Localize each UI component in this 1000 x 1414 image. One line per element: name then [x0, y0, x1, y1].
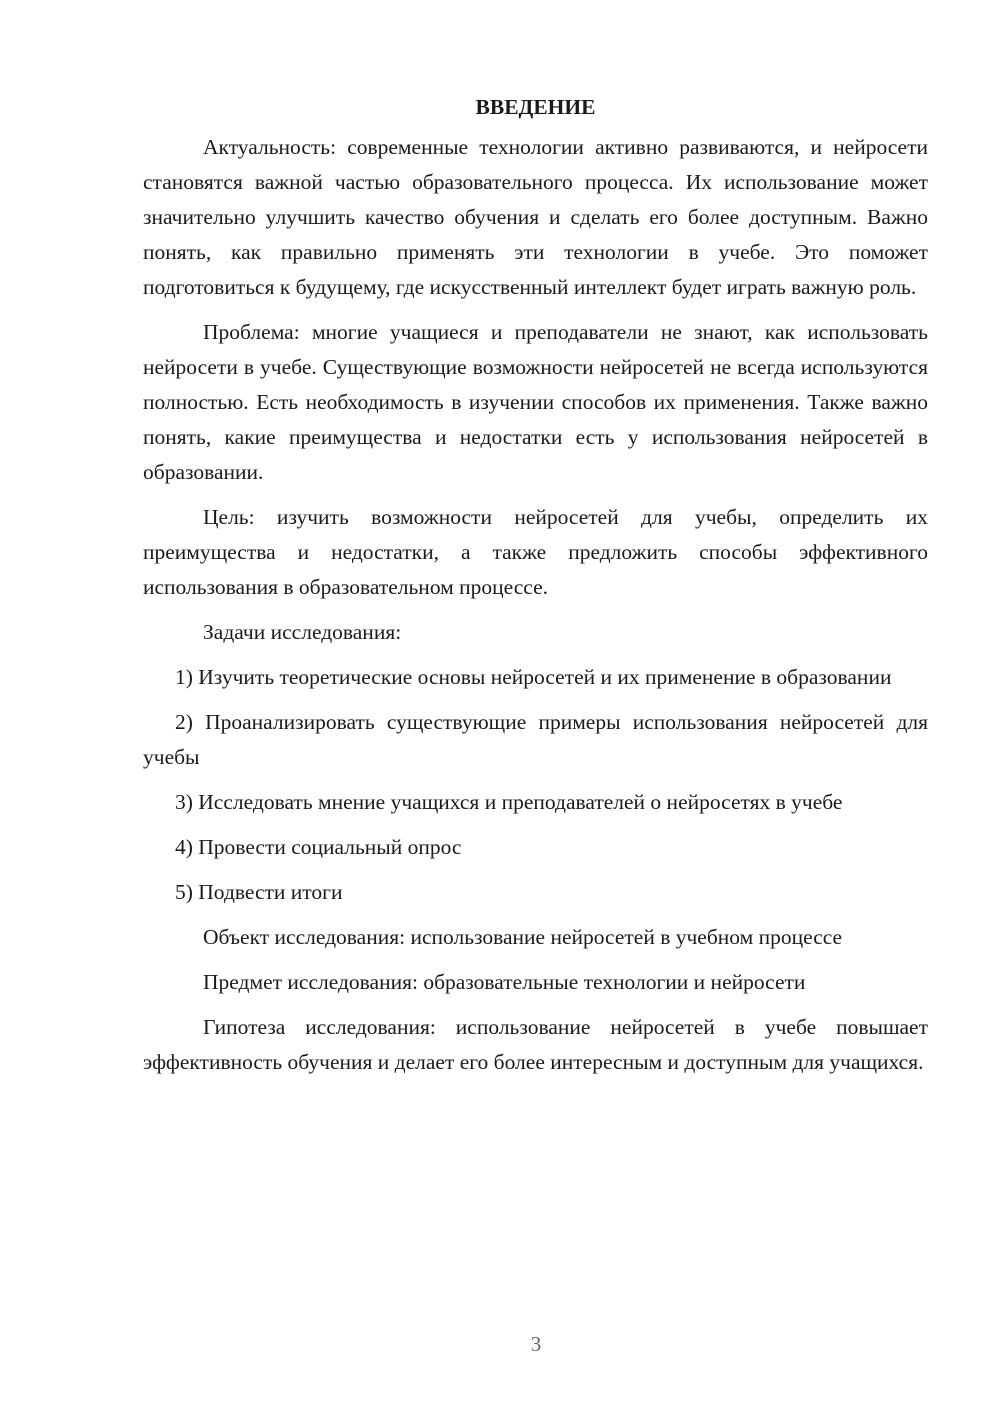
section-title: ВВЕДЕНИЕ: [475, 95, 596, 119]
document-page: [143, 90, 928, 1090]
task-item: 1) Изучить теоретические основы нейросетей и их применение в образовании: [175, 665, 892, 689]
relevance-paragraph: Актуальность: современные технологии активно развиваются, и нейросети становятся важной частью образовательного процесса. Их использование может значительно улучшить качество обучения и сделать его более доступным. Важно понять, как правильно применять эти технологии в учебе. Это поможет подготовиться к будущему, где искусственный интеллект будет играть важную роль.: [143, 135, 928, 299]
goal-paragraph: Цель: изучить возможности нейросетей для учебы, определить их преимущества и недостатки, а также предложить способы эффективного использования в образовательном процессе.: [143, 505, 928, 599]
tasks-heading: Задачи исследования:: [203, 620, 402, 644]
problem-paragraph: Проблема: многие учащиеся и преподаватели не знают, как использовать нейросети в учебе. Существующие возможности нейросетей не всегда используются полностью. Есть необходимость в изучении способов их применения. Также важно понять, какие преимущества и недостатки есть у использования нейросетей в образовании.: [143, 320, 928, 484]
hypothesis-paragraph: Гипотеза исследования: использование нейросетей в учебе повышает эффективность обучения и делает его более интересным и доступным для учащихся.: [143, 1015, 928, 1074]
subject-paragraph: Предмет исследования: образовательные технологии и нейросети: [203, 970, 806, 994]
task-item: 3) Исследовать мнение учащихся и преподавателей о нейросетях в учебе: [175, 790, 843, 814]
task-item: 2) Проанализировать существующие примеры использования нейросетей для учебы: [143, 710, 928, 769]
task-item: 5) Подвести итоги: [175, 880, 343, 904]
task-item: 4) Провести социальный опрос: [175, 835, 462, 859]
page-number: 3: [530, 1332, 542, 1356]
object-paragraph: Объект исследования: использование нейросетей в учебном процессе: [203, 925, 843, 949]
